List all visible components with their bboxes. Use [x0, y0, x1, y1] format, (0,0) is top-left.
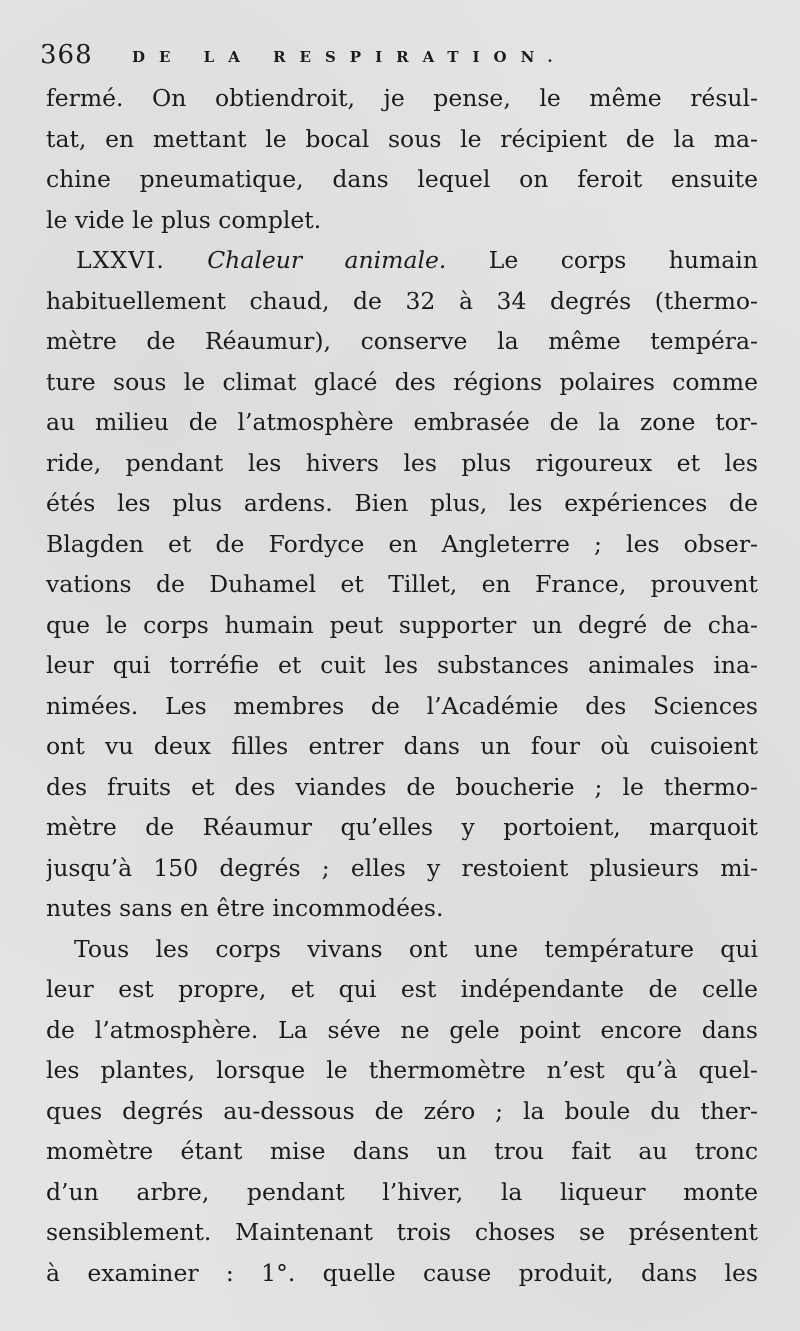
- text-line: ride, pendant les hivers les plus rigoureux et les: [46, 448, 758, 477]
- text-line: le vide le plus complet.: [46, 205, 322, 234]
- body-text: [46, 78, 758, 1293]
- text-line: leur qui torréfie et cuit les substances animales ina-: [46, 651, 758, 679]
- page-number: 368: [40, 40, 93, 70]
- text-line: leur est propre, et qui est indépendante de celle: [46, 975, 758, 1003]
- section-number: LXXVI.: [76, 246, 165, 274]
- section-title: Chaleur animale.: [207, 246, 447, 274]
- text-line: Tous les corps vivans ont une température qui: [74, 934, 758, 963]
- text-line: étés les plus ardens. Bien plus, les expériences de: [46, 489, 758, 517]
- section-heading-line: [46, 240, 758, 281]
- text-line: nimées. Les membres de l’Académie des Sciences: [46, 691, 758, 720]
- text-line: à examiner : 1°. quelle cause produit, dans les: [46, 1258, 758, 1287]
- text-line: momètre étant mise dans un trou fait au tronc: [46, 1137, 758, 1165]
- text-line: de l’atmosphère. La séve ne gele point encore dans: [46, 1015, 758, 1044]
- text-line: que le corps humain peut supporter un degré de cha-: [46, 610, 758, 639]
- running-head: DE LA RESPIRATION.: [132, 48, 567, 66]
- text-line: d’un arbre, pendant l’hiver, la liqueur monte: [46, 1177, 758, 1206]
- text-line: vations de Duhamel et Tillet, en France, prouvent: [46, 570, 758, 598]
- text-line: mètre de Réaumur), conserve la même tempéra-: [46, 327, 758, 355]
- page-header: [40, 38, 760, 78]
- text-line: fermé. On obtiendroit, je pense, le même résul-: [46, 84, 758, 112]
- text-line: ques degrés au-dessous de zéro ; la boule du ther-: [46, 1096, 758, 1125]
- text-line: sensiblement. Maintenant trois choses se présentent: [46, 1218, 758, 1246]
- text-line: les plantes, lorsque le thermomètre n’est qu’à quel-: [46, 1056, 758, 1084]
- text-line: au milieu de l’atmosphère embrasée de la zone tor-: [46, 408, 758, 436]
- text-line: mètre de Réaumur qu’elles y portoient, marquoit: [46, 813, 758, 841]
- text-line: habituellement chaud, de 32 à 34 degrés (thermo-: [46, 286, 758, 315]
- text-line: des fruits et des viandes de boucherie ; le thermo-: [46, 772, 758, 801]
- text-line: Blagden et de Fordyce en Angleterre ; les obser-: [46, 529, 758, 558]
- text-line: tat, en mettant le bocal sous le récipient de la ma-: [46, 124, 758, 153]
- text-line-fragment: Le corps humain: [488, 246, 758, 274]
- text-line: ture sous le climat glacé des régions polaires comme: [46, 367, 758, 396]
- text-line: jusqu’à 150 degrés ; elles y restoient plusieurs mi-: [46, 853, 758, 882]
- text-line: ont vu deux filles entrer dans un four où cuisoient: [46, 732, 758, 760]
- text-line: chine pneumatique, dans lequel on feroit ensuite: [46, 165, 758, 193]
- text-line: nutes sans en être incommodées.: [46, 894, 444, 922]
